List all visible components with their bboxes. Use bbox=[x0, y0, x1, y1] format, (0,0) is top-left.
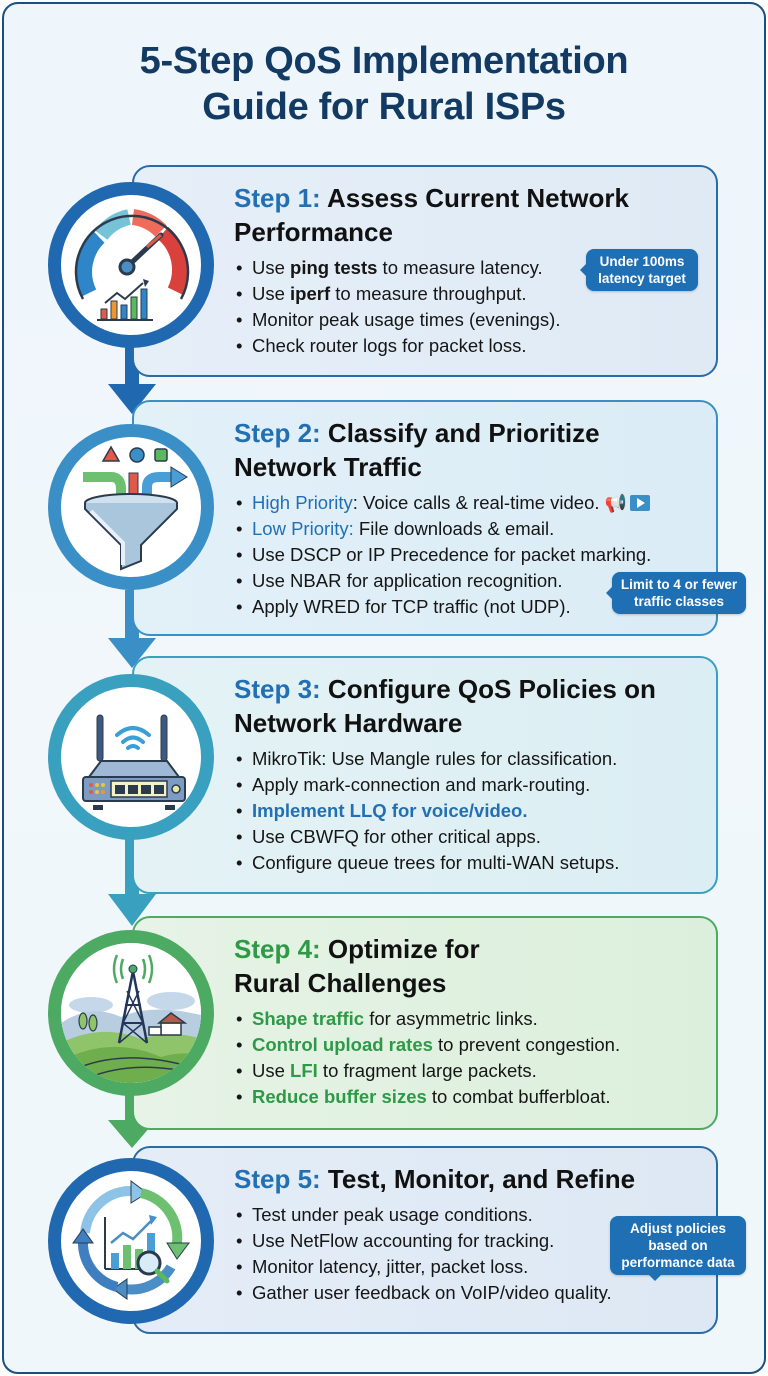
list-item: • Monitor peak usage times (evenings). bbox=[234, 307, 700, 333]
step-1-title-line-2: Performance bbox=[234, 217, 393, 247]
list-item: • Low Priority: File downloads & email. bbox=[234, 516, 700, 542]
step-5-title-line-1: Test, Monitor, and Refine bbox=[327, 1164, 636, 1194]
megaphone-icon: 📢 bbox=[604, 493, 628, 513]
step-3-bullets bbox=[234, 746, 700, 876]
page-title bbox=[0, 38, 768, 130]
step-5-title bbox=[234, 1162, 700, 1196]
list-item: • MikroTik: Use Mangle rules for classification. bbox=[234, 746, 700, 772]
step-4-title-line-1: Optimize for bbox=[327, 934, 480, 964]
step-4-medallion bbox=[48, 930, 214, 1096]
step-2-medallion bbox=[48, 424, 214, 590]
list-item: • Use iperf to measure throughput. bbox=[234, 281, 700, 307]
router-icon bbox=[61, 687, 201, 827]
funnel-icon bbox=[61, 437, 201, 577]
list-item: • Check router logs for packet loss. bbox=[234, 333, 700, 359]
step-3-title bbox=[234, 672, 700, 740]
list-item: • Use ping tests to measure latency. bbox=[234, 255, 700, 281]
step-2-card bbox=[132, 400, 738, 636]
step-3-title-line-2: Network Hardware bbox=[234, 708, 463, 738]
list-item: • Configure queue trees for multi-WAN setups. bbox=[234, 850, 700, 876]
title-line-1: 5-Step QoS Implementation bbox=[139, 40, 629, 82]
step-5-medallion bbox=[48, 1158, 214, 1324]
list-item: • Use NBAR for application recognition. bbox=[234, 568, 700, 594]
list-item: • Use LFI to fragment large packets. bbox=[234, 1058, 700, 1084]
callout-adjust-policies: Adjust policies based on performance data bbox=[610, 1216, 746, 1275]
list-item: • Apply WRED for TCP traffic (not UDP). bbox=[234, 594, 700, 620]
video-clapper-icon bbox=[630, 495, 650, 511]
list-item: • Use NetFlow accounting for tracking. bbox=[234, 1228, 700, 1254]
callout-latency-target: Under 100ms latency target bbox=[586, 249, 698, 291]
step-4-label: Step 4: bbox=[234, 934, 321, 964]
step-1-label: Step 1: bbox=[234, 183, 321, 213]
rural-tower-icon bbox=[61, 943, 201, 1083]
step-4-title bbox=[234, 932, 700, 1000]
list-item: • Reduce buffer sizes to combat bufferbloat. bbox=[234, 1084, 700, 1110]
step-3-label: Step 3: bbox=[234, 674, 321, 704]
list-item: • Monitor latency, jitter, packet loss. bbox=[234, 1254, 700, 1280]
step-5-card bbox=[132, 1146, 735, 1334]
step-1-medallion bbox=[48, 182, 214, 348]
title-line-2: Guide for Rural ISPs bbox=[202, 86, 566, 128]
step-3-medallion bbox=[48, 674, 214, 840]
list-item: • High Priority: Voice calls & real-time video. 📢 bbox=[234, 490, 700, 516]
step-2-title-line-2: Network Traffic bbox=[234, 452, 422, 482]
callout-traffic-classes: Limit to 4 or fewer traffic classes bbox=[612, 572, 746, 614]
list-item: • Gather user feedback on VoIP/video quality. bbox=[234, 1280, 700, 1306]
list-item: • Apply mark-connection and mark-routing. bbox=[234, 772, 700, 798]
step-4-card bbox=[132, 916, 718, 1130]
step-4-title-line-2: Rural Challenges bbox=[234, 968, 447, 998]
step-4-bullets bbox=[234, 1006, 700, 1110]
speedometer-chart-icon bbox=[61, 195, 201, 335]
list-item: • Use CBWFQ for other critical apps. bbox=[234, 824, 700, 850]
step-2-label: Step 2: bbox=[234, 418, 321, 448]
list-item: • Use DSCP or IP Precedence for packet marking. bbox=[234, 542, 700, 568]
step-5-label: Step 5: bbox=[234, 1164, 321, 1194]
step-3-card bbox=[132, 656, 718, 894]
list-item: • Control upload rates to prevent congestion. bbox=[234, 1032, 700, 1058]
step-1-title-line-1: Assess Current Network bbox=[326, 183, 629, 213]
step-1-card bbox=[132, 165, 718, 377]
step-1-title bbox=[234, 181, 700, 249]
list-item: • Shape traffic for asymmetric links. bbox=[234, 1006, 700, 1032]
step-3-title-line-1: Configure QoS Policies on bbox=[327, 674, 656, 704]
cycle-analytics-icon bbox=[61, 1171, 201, 1311]
list-item: • Test under peak usage conditions. bbox=[234, 1202, 700, 1228]
step-2-title bbox=[234, 416, 700, 484]
list-item: • Implement LLQ for voice/video. bbox=[234, 798, 700, 824]
step-2-title-line-1: Classify and Prioritize bbox=[327, 418, 600, 448]
